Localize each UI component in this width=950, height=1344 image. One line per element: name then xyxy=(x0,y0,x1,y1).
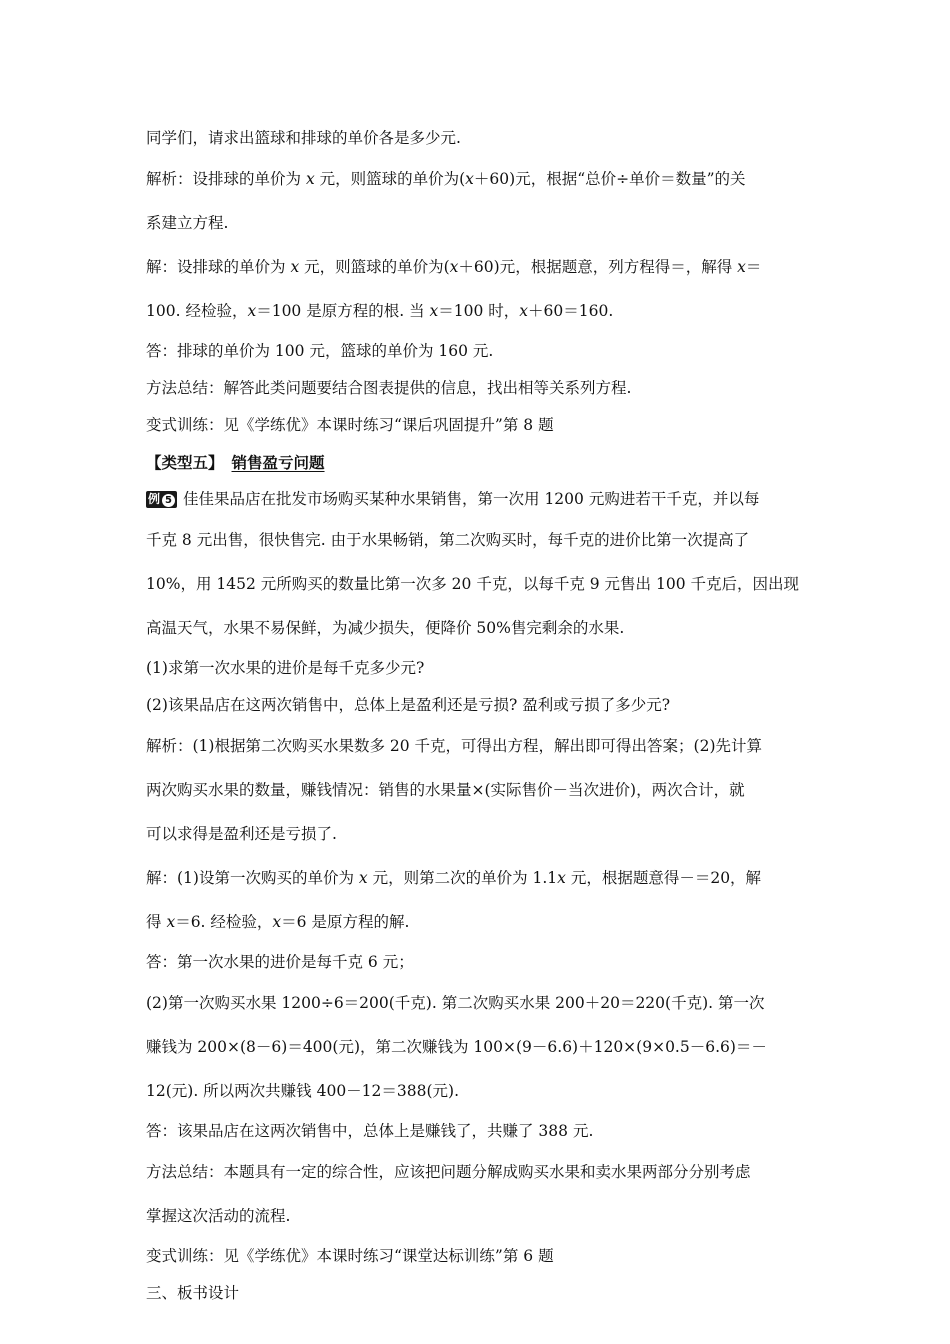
text-run: 三、板书设计 xyxy=(146,1284,240,1302)
text-line xyxy=(146,1069,811,1113)
text-run: 方法总结：本题具有一定的综合性，应该把问题分解成购买水果和卖水果两部分分别考虑 xyxy=(146,1163,751,1181)
text-run: 佳佳果品店在批发市场购买某种水果销售，第一次用 1200 元购进若干千克，并以每 xyxy=(183,490,760,508)
text-run: 答：排球的单价为 100 元，篮球的单价为 160 元. xyxy=(146,342,494,360)
math-variable: x xyxy=(557,869,566,887)
text-run: 赚钱为 200×(8－6)＝400(元)，第二次赚钱为 100×(9－6.6)＋120×(9×0.5－6.6)＝－ xyxy=(146,1038,767,1056)
text-line xyxy=(146,944,811,981)
text-run: 变式训练：见《学练优》本课时练习“课堂达标训练”第 6 题 xyxy=(146,1247,554,1265)
text-run: ＝6. 经检验， xyxy=(175,913,273,931)
math-variable: x xyxy=(449,258,459,276)
text-run: 掌握这次活动的流程. xyxy=(146,1207,291,1225)
text-line xyxy=(146,333,811,370)
math-variable: x xyxy=(290,258,300,276)
text-run: 可以求得是盈利还是亏损了. xyxy=(146,825,337,843)
text-run: 解：设排球的单价为 xyxy=(146,258,291,276)
text-run: 得 xyxy=(146,913,167,931)
text-line xyxy=(146,370,811,407)
document-body xyxy=(146,120,811,1312)
example-badge-number: 5 xyxy=(162,494,175,507)
text-line xyxy=(146,1238,811,1275)
text-run: ＝100 是原方程的根. 当 xyxy=(256,302,430,320)
text-line xyxy=(146,201,811,245)
text-run: (2)该果品店在这两次销售中，总体上是盈利还是亏损? 盈利或亏损了多少元? xyxy=(146,696,671,714)
text-run: ＋60)元，根据“总价÷单价＝数量”的关 xyxy=(473,170,746,188)
text-run: 100. 经检验， xyxy=(146,302,248,320)
math-variable: x xyxy=(465,170,474,188)
math-variable: x xyxy=(358,869,368,887)
text-run: 同学们，请求出篮球和排球的单价各是多少元. xyxy=(146,129,461,147)
text-run: ＝ xyxy=(745,258,762,276)
text-line xyxy=(146,724,811,768)
text-run: 高温天气，水果不易保鲜，为减少损失，便降价 50%售完剩余的水果. xyxy=(146,619,625,637)
text-run: ＋60)元，根据题意，列方程得＝，解得 xyxy=(458,258,738,276)
text-run: 答：该果品店在这两次销售中，总体上是赚钱了，共赚了 388 元. xyxy=(146,1122,594,1140)
text-line xyxy=(146,687,811,724)
text-line xyxy=(146,1113,811,1150)
text-run: 10%，用 1452 元所购买的数量比第一次多 20 千克，以每千克 9 元售出 100 千克后，因出现 xyxy=(146,575,799,593)
text-run: 解：(1)设第一次购买的单价为 xyxy=(146,869,359,887)
math-variable: x xyxy=(305,170,315,188)
text-run: 千克 8 元出售，很快售完. 由于水果畅销，第二次购买时，每千克的进价比第一次提高了 xyxy=(146,531,750,549)
text-run: 元，则篮球的单价为( xyxy=(314,170,466,188)
heading-label: 【类型五】 xyxy=(146,453,224,472)
text-run: 系建立方程. xyxy=(146,214,229,232)
text-run: 两次购买水果的数量，赚钱情况：销售的水果量×(实际售价－当次进价)，两次合计，就 xyxy=(146,781,745,799)
text-run: 方法总结：解答此类问题要结合图表提供的信息，找出相等关系列方程. xyxy=(146,379,632,397)
example-badge xyxy=(146,491,177,508)
text-line xyxy=(146,562,811,606)
math-variable: x xyxy=(429,302,439,320)
text-line xyxy=(146,245,811,289)
text-line xyxy=(146,812,811,856)
math-variable: x xyxy=(166,913,176,931)
text-line xyxy=(146,981,811,1025)
text-line xyxy=(146,1194,811,1238)
text-line xyxy=(146,1025,811,1069)
text-run: 答：第一次水果的进价是每千克 6 元； xyxy=(146,953,414,971)
text-line xyxy=(146,606,811,650)
text-line xyxy=(146,120,811,157)
example-line xyxy=(146,481,811,518)
heading-title: 销售盈亏问题 xyxy=(231,453,325,472)
text-line xyxy=(146,518,811,562)
text-line xyxy=(146,900,811,944)
text-line xyxy=(146,157,811,201)
text-run: ＝100 时， xyxy=(438,302,520,320)
text-run: 元，则第二次的单价为 1.1 xyxy=(367,869,558,887)
text-run: (2)第一次购买水果 1200÷6＝200(千克). 第二次购买水果 200＋20＝220(千克). 第一次 xyxy=(146,994,765,1012)
text-line xyxy=(146,856,811,900)
section-heading xyxy=(146,444,811,481)
text-run: 元，根据题意得－＝20，解 xyxy=(565,869,762,887)
math-variable: x xyxy=(247,302,257,320)
text-run: (1)求第一次水果的进价是每千克多少元? xyxy=(146,659,425,677)
math-variable: x xyxy=(519,302,529,320)
text-run: ＋60＝160. xyxy=(528,302,614,320)
math-variable: x xyxy=(272,913,282,931)
text-line xyxy=(146,1150,811,1194)
text-run: 变式训练：见《学练优》本课时练习“课后巩固提升”第 8 题 xyxy=(146,416,554,434)
text-line xyxy=(146,289,811,333)
text-run: 解析：设排球的单价为 xyxy=(146,170,306,188)
text-line xyxy=(146,407,811,444)
text-run: ＝6 是原方程的解. xyxy=(281,913,410,931)
text-run: 12(元). 所以两次共赚钱 400－12＝388(元). xyxy=(146,1082,460,1100)
text-run: 元，则篮球的单价为( xyxy=(299,258,450,276)
text-run: 解析：(1)根据第二次购买水果数多 20 千克，可得出方程，解出即可得出答案；(2)先计算 xyxy=(146,737,762,755)
math-variable: x xyxy=(737,258,746,276)
text-line xyxy=(146,1275,811,1312)
example-badge-label: 例 xyxy=(148,492,161,506)
text-line xyxy=(146,768,811,812)
text-line xyxy=(146,650,811,687)
